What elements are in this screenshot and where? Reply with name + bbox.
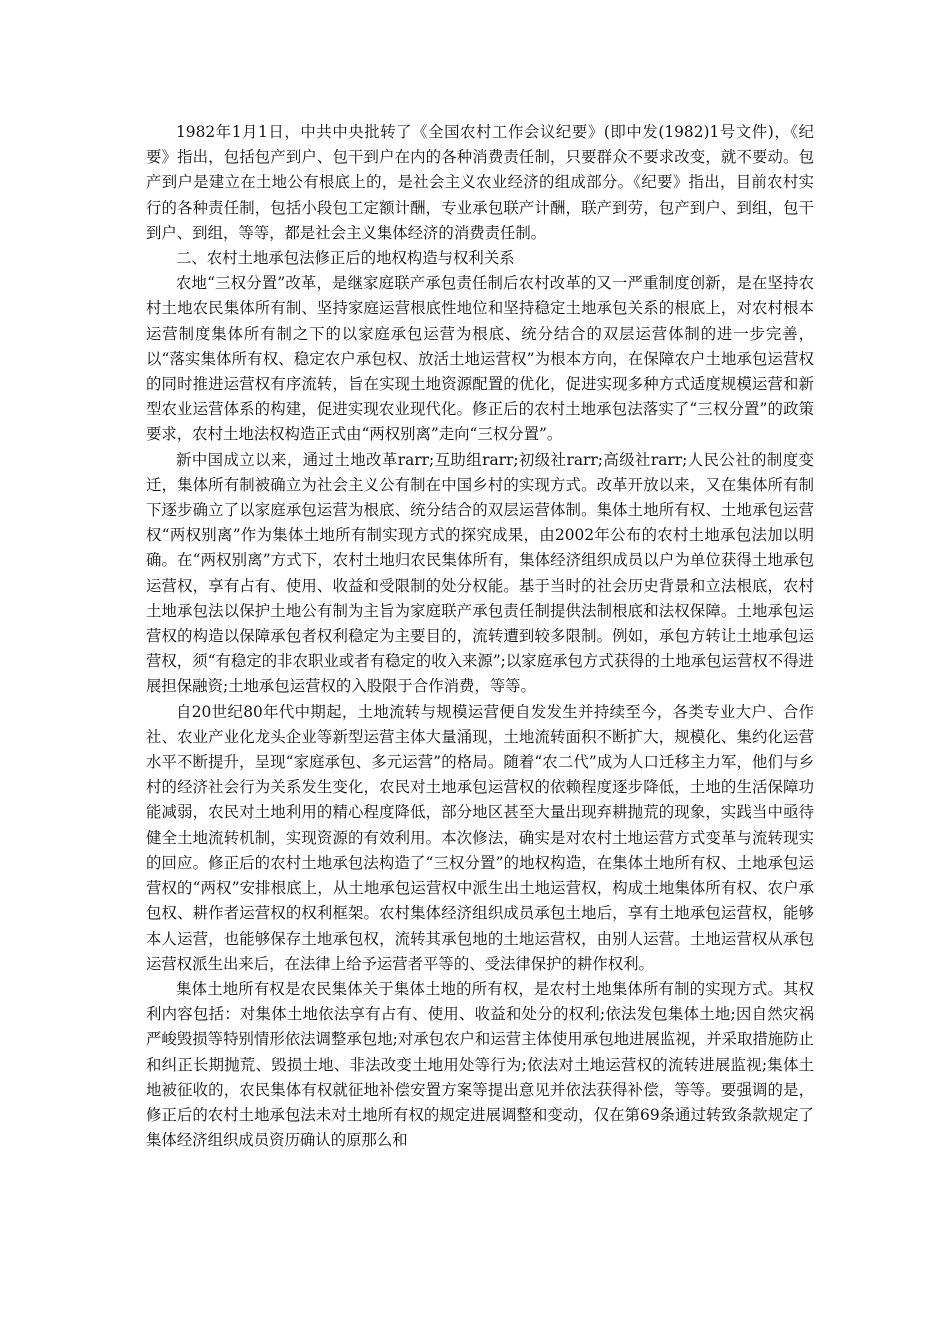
paragraph-collective-ownership: 集体土地所有权是农民集体关于集体土地的所有权，是农村土地集体所有制的实现方式。其权利内容包括：对集体土地依法享有占有、使用、收益和处分的权利;依法发包集体土地;因自然灾祸严峻毁损等特别情形依法调整承包地;对承包农户和运营主体使用承包地进展监视，并采取措施防止和纠正长期抛荒、毁损土地、非法改变土地用处等行为;依法对土地运营权的流转进展监视;集体土地被征收的，农民集体有权就征地补偿安置方案等提出意见并依法获得补偿，等等。要强调的是，修正后的农村土地承包法未对土地所有权的规定进展调整和变动，仅在第69条通过转致条款规定了集体经济组织成员资历确认的原那么和 (146, 979, 814, 1150)
section-heading: 二、农村土地承包法修正后的地权构造与权利关系 (176, 249, 515, 268)
paragraph-1982-policy: 1982年1月1日，中共中央批转了《全国农村工作会议纪要》(即中发(1982)1号文件)，《纪要》指出，包括包产到户、包干到户在内的各种消费责任制，只要群众不要求改变，就不要动。包产到户是建立在土地公有根底上的，是社会主义农业经济的组成部分。《纪要》指出，目前农村实行的各种责任制，包括小段包工定额计酬，专业承包联产计酬，联产到劳，包产到户、到组，包干到户、到组，等等，都是社会主义集体经济的消费责任制。 (146, 123, 814, 242)
paragraph-land-transfer: 自20世纪80年代中期起，土地流转与规模运营便自发发生并持续至今，各类专业大户、合作社、农业产业化龙头企业等新型运营主体大量涌现，土地流转面积不断扩大，规模化、集约化运营水平不断提升，呈现“家庭承包、多元运营”的格局。随着“农二代”成为人口迁移主力军，他们与乡村的经济社会行为关系发生变化，农民对土地承包运营权的依赖程度逐步降低，土地的生活保障功能减弱，农民对土地利用的精心程度降低，部分地区甚至大量出现弃耕抛荒的现象，实践当中亟待健全土地流转机制，实现资源的有效利用。本次修法，确实是对农村土地运营方式变革与流转现实的回应。修正后的农村土地承包法构造了“三权分置”的地权构造，在集体土地所有权、土地承包运营权的“两权”安排根底上，从土地承包运营权中派生出土地运营权，构成土地集体所有权、农户承包权、耕作者运营权的权利框架。农村集体经济组织成员承包土地后，享有土地承包运营权，能够本人运营，也能够保存土地承包权，流转其承包地的土地运营权，由别人运营。土地运营权从承包运营权派生出来后，在法律上给予运营者平等的、受法律保护的耕作权利。 (146, 702, 814, 973)
paragraph-history: 新中国成立以来，通过土地改革rarr;互助组rarr;初级社rarr;高级社rarr;人民公社的制度变迁，集体所有制被确立为社会主义公有制在中国乡村的实现方式。改革开放以来，又在集体所有制下逐步确立了以家庭承包运营为根底、统分结合的双层运营体制。集体土地所有权、土地承包运营权“两权别离”作为集体土地所有制实现方式的探究成果，由2002年公布的农村土地承包法加以明确。在“两权别离”方式下，农村土地归农民集体所有，集体经济组织成员以户为单位获得土地承包运营权，享有占有、使用、收益和受限制的处分权能。基于当时的社会历史背景和立法根底，农村土地承包法以保护土地公有制为主旨为家庭联产承包责任制提供法制根底和法权保障。土地承包运营权的构造以保障承包者权利稳定为主要目的，流转遭到较多限制。例如，承包方转让土地承包运营权，须“有稳定的非农职业或者有稳定的收入来源”;以家庭承包方式获得的土地承包运营权不得进展担保融资;土地承包运营权的入股限于合作消费，等等。 (146, 450, 814, 696)
paragraph-three-rights: 农地“三权分置”改革，是继家庭联产承包责任制后农村改革的又一严重制度创新，是在坚持农村土地农民集体所有制、坚持家庭运营根底性地位和坚持稳定土地承包关系的根底上，对农村根本运营制度集体所有制之下的以家庭承包运营为根底、统分结合的双层运营体制的进一步完善，以“落实集体所有权、稳定农户承包权、放活土地运营权”为根本方向，在保障农户土地承包运营权的同时推进运营权有序流转，旨在实现土地资源配置的优化，促进实现多种方式适度规模运营和新型农业运营体系的构建，促进实现农业现代化。修正后的农村土地承包法落实了“三权分置”的政策要求，农村土地法权构造正式由“两权别离”走向“三权分置”。 (146, 274, 814, 444)
document-body (146, 120, 814, 1153)
